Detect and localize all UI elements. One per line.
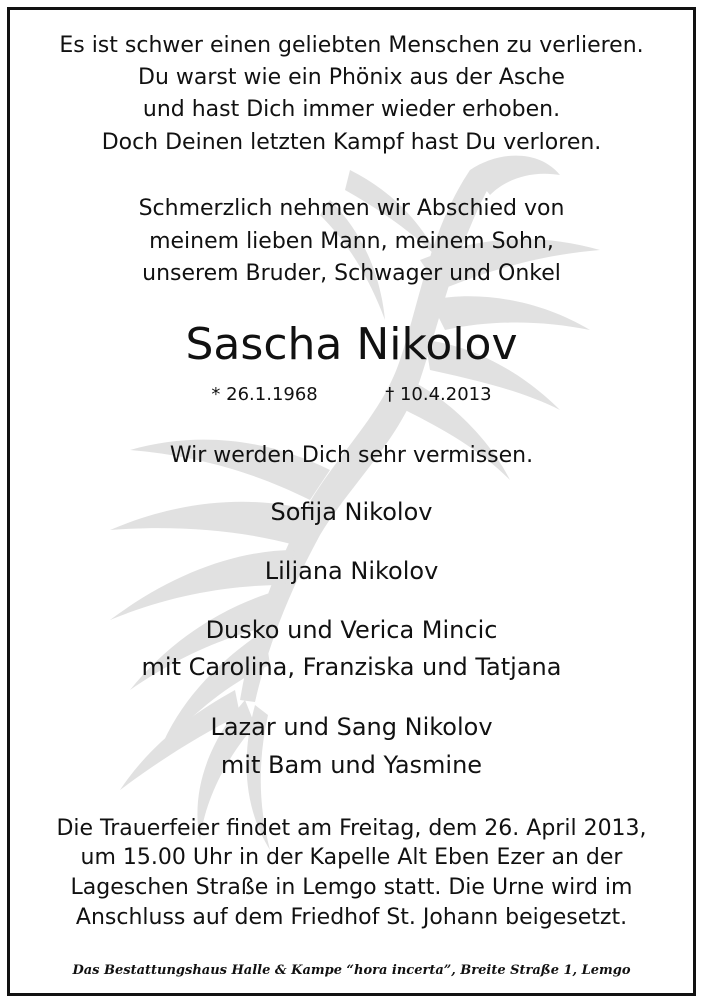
verse-line: und hast Dich immer wieder erhoben. bbox=[142, 97, 561, 122]
service-line: Anschluss auf dem Friedhof St. Johann beigesetzt. bbox=[75, 905, 628, 930]
miss-line: Wir werden Dich sehr vermissen. bbox=[169, 443, 534, 468]
farewell-line: Schmerzlich nehmen wir Abschied von bbox=[138, 196, 565, 221]
service-line: Lageschen Straße in Lemgo statt. Die Urne wird im bbox=[70, 875, 633, 900]
birth-date: * 26.1.1968 bbox=[211, 384, 318, 405]
farewell-line: meinem lieben Mann, meinem Sohn, bbox=[149, 229, 554, 254]
mourner-line: Dusko und Verica Mincic bbox=[205, 616, 498, 644]
life-dates bbox=[10, 383, 693, 407]
mourner-line: Liljana Nikolov bbox=[264, 557, 439, 585]
verse-line: Doch Deinen letzten Kampf hast Du verloren. bbox=[101, 130, 602, 155]
mourner-line: Lazar und Sang Nikolov bbox=[210, 713, 493, 741]
death-date: † 10.4.2013 bbox=[385, 384, 492, 405]
service-line: Die Trauerfeier findet am Freitag, dem 26. April 2013, bbox=[56, 816, 647, 841]
mourner-line: mit Carolina, Franziska und Tatjana bbox=[141, 653, 562, 681]
mourner-line: mit Bam und Yasmine bbox=[220, 751, 483, 779]
service-line: um 15.00 Uhr in der Kapelle Alt Eben Ezer an der bbox=[80, 845, 623, 870]
farewell-line: unserem Bruder, Schwager und Onkel bbox=[142, 261, 561, 286]
deceased-name: Sascha Nikolov bbox=[185, 319, 518, 370]
verse-line: Du warst wie ein Phönix aus der Asche bbox=[138, 65, 565, 90]
mourner-line: Sofija Nikolov bbox=[270, 498, 433, 526]
verse-line: Es ist schwer einen geliebten Menschen zu verlieren. bbox=[59, 33, 644, 58]
funeral-home-footer: Das Bestattungshaus Halle & Kampe “hora incerta”, Breite Straße 1, Lemgo bbox=[72, 963, 631, 978]
